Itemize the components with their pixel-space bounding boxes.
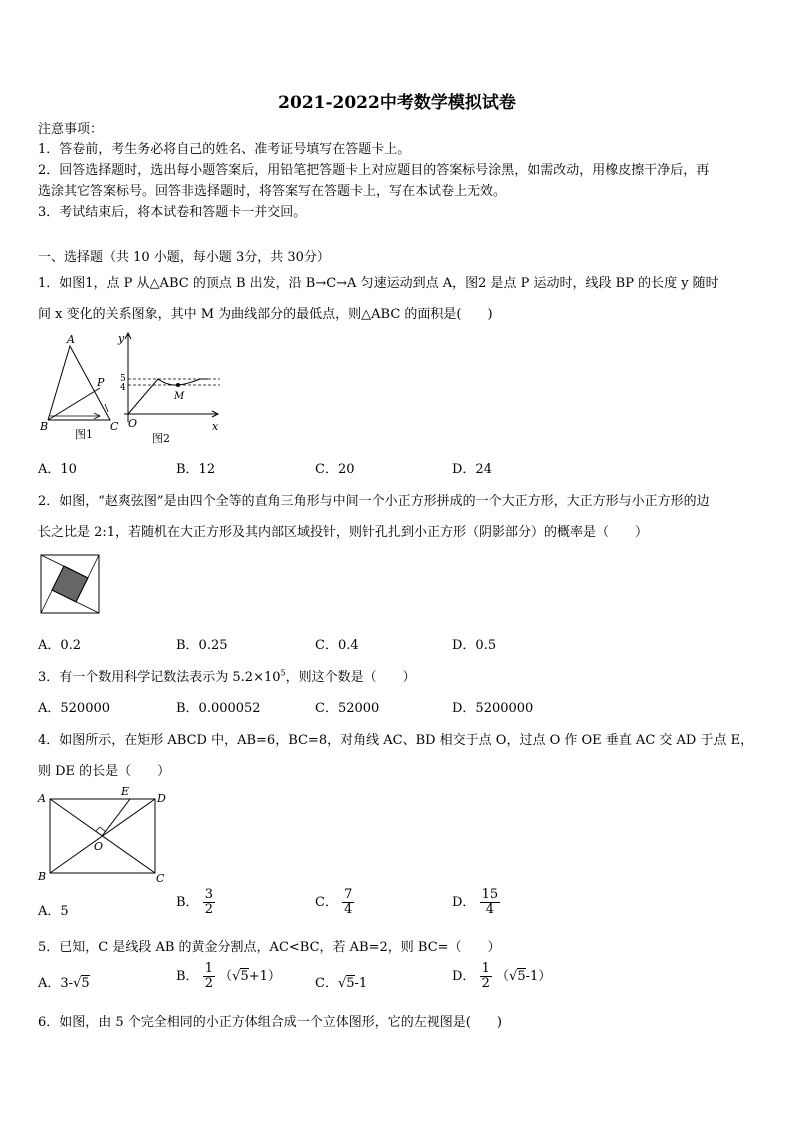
q2-option-c[interactable]: C．0.4 bbox=[315, 638, 359, 653]
notice-item-2-cont: 选涂其它答案标号。回答非选择题时，将答案写在答题卡上，写在本试卷上无效。 bbox=[38, 184, 507, 199]
q4-option-d[interactable] bbox=[452, 888, 500, 917]
notice-heading: 注意事项： bbox=[38, 122, 104, 137]
q1-fig1-triangle bbox=[39, 333, 119, 441]
sqrt-icon: √ bbox=[509, 969, 518, 984]
q5-option-b-fraction: $\frac{1}{2}$ bbox=[204, 961, 213, 991]
q4-option-b[interactable] bbox=[176, 888, 215, 917]
q2-option-b[interactable]: B．0.25 bbox=[176, 638, 228, 653]
q5-option-d-fraction: $\frac{1}{2}$ bbox=[481, 961, 490, 991]
sqrt-icon: √ bbox=[337, 976, 347, 991]
notice-item-2: 2．回答选择题时，选出每小题答案后，用铅笔把答题卡上对应题目的答案标号涂黑，如需改动，用橡皮擦干净后，再 bbox=[38, 163, 710, 178]
q5-option-c-tail: -1 bbox=[354, 976, 368, 991]
q1-tick-5: 5 bbox=[120, 374, 126, 384]
q1-origin: O bbox=[128, 417, 138, 430]
q4-option-c-fraction: $\frac{7}{4}$ bbox=[344, 887, 353, 917]
q4-label-A: A bbox=[38, 792, 46, 805]
q3-text bbox=[38, 666, 416, 685]
q4-option-d-fraction: $\frac{15}{4}$ bbox=[481, 887, 499, 917]
q5-option-d-paren-open: （ bbox=[496, 969, 510, 984]
q4-option-d-label: D． bbox=[452, 895, 476, 910]
sqrt-icon: √ bbox=[73, 976, 82, 991]
q1-label-C: C bbox=[110, 420, 119, 433]
q4-option-a[interactable]: A．5 bbox=[38, 904, 69, 919]
q4-label-D: D bbox=[157, 792, 166, 805]
q1-figures bbox=[38, 330, 228, 445]
q3-option-d[interactable]: D．5200000 bbox=[452, 701, 534, 716]
q4-label-B: B bbox=[38, 870, 47, 883]
q5-option-d-label: D． bbox=[452, 969, 476, 984]
q1-fig2-caption: 图2 bbox=[152, 432, 170, 445]
q5-option-b-paren-open: （ bbox=[219, 969, 233, 984]
q2-option-a[interactable]: A．0.2 bbox=[38, 638, 82, 653]
q5-option-b-tail: +1） bbox=[248, 969, 281, 984]
q5-option-c[interactable] bbox=[315, 972, 367, 991]
q1-option-a[interactable]: A．10 bbox=[38, 462, 77, 477]
q4-option-c-label: C． bbox=[315, 895, 338, 910]
q3-option-c[interactable]: C．52000 bbox=[315, 701, 380, 716]
q4-text-line1: 4．如图所示，在矩形 ABCD 中，AB=6，BC=8，对角线 AC、BD 相交于点 O，过点 O 作 OE 垂直 AC 交 AD 于点 E， bbox=[38, 733, 754, 748]
q1-text-line1: 1．如图1，点 P 从△ABC 的顶点 B 出发，沿 B→C→A 匀速运动到点 A，图2 是点 P 运动时，线段 BP 的长度 y 随时 bbox=[38, 276, 719, 291]
q1-text-line2: 间 x 变化的关系图象，其中 M 为曲线部分的最低点，则△ABC 的面积是( ) bbox=[38, 307, 493, 322]
q5-option-a-radicand: 5 bbox=[81, 976, 90, 991]
q5-text: 5．已知，C 是线段 AB 的黄金分割点，AC<BC，若 AB=2，则 BC=（ ） bbox=[38, 940, 501, 955]
q4-rectangle-figure bbox=[36, 784, 171, 886]
q1-label-B: B bbox=[40, 420, 49, 433]
q1-tick-4: 4 bbox=[120, 383, 126, 393]
q2-zhaoshuang-figure bbox=[40, 554, 102, 616]
q1-fig1-caption: 图1 bbox=[75, 428, 93, 441]
q1-option-c[interactable]: C．20 bbox=[315, 462, 355, 477]
q3-option-a[interactable]: A．520000 bbox=[38, 701, 111, 716]
section-heading: 一、选择题（共 10 小题，每小题 3分，共 30分） bbox=[38, 250, 330, 265]
q1-option-b[interactable]: B．12 bbox=[176, 462, 216, 477]
q5-option-c-radicand: 5 bbox=[346, 976, 355, 991]
q1-label-M: M bbox=[174, 391, 185, 402]
q5-option-a-label: A．3- bbox=[38, 976, 74, 991]
q3-exponent: 5 bbox=[280, 668, 286, 678]
q2-option-d[interactable]: D．0.5 bbox=[452, 638, 497, 653]
q4-label-O: O bbox=[94, 840, 104, 853]
q4-option-c[interactable] bbox=[315, 888, 354, 917]
q3-option-b[interactable]: B．0.000052 bbox=[176, 701, 261, 716]
q1-fig2-graph bbox=[117, 332, 220, 445]
q5-option-b-radicand: 5 bbox=[240, 969, 249, 984]
q5-option-c-label: C． bbox=[315, 976, 338, 991]
q4-label-C: C bbox=[156, 872, 165, 885]
q1-axis-x: x bbox=[212, 420, 219, 433]
q3-text-pre: 3．有一个数用科学记数法表示为 5.2×10 bbox=[38, 670, 281, 685]
q4-text-line2: 则 DE 的长是（ ） bbox=[38, 764, 171, 779]
q1-option-d[interactable]: D．24 bbox=[452, 462, 492, 477]
q4-option-b-fraction: $\frac{3}{2}$ bbox=[204, 887, 213, 917]
notice-item-1: 1．答卷前，考生务必将自己的姓名、准考证号填写在答题卡上。 bbox=[38, 142, 411, 157]
q2-text-line2: 长之比是 2:1，若随机在大正方形及其内部区域投针，则针孔扎到小正方形（阴影部分）的概率是（ ） bbox=[38, 525, 649, 540]
sqrt-icon: √ bbox=[232, 969, 241, 984]
q1-axis-y: y bbox=[118, 332, 125, 345]
q5-option-a[interactable] bbox=[38, 972, 90, 991]
q4-option-b-label: B． bbox=[176, 895, 199, 910]
q5-option-b-label: B． bbox=[176, 969, 199, 984]
q3-text-post: ，则这个数是（ ） bbox=[285, 670, 416, 685]
q5-option-d[interactable] bbox=[452, 962, 551, 991]
q5-option-b[interactable] bbox=[176, 962, 281, 991]
q2-text-line1: 2．如图，“赵爽弦图”是由四个全等的直角三角形与中间一个小正方形拼成的一个大正方形，大正方形与小正方形的边 bbox=[38, 494, 710, 509]
page-title: 2021-2022中考数学模拟试卷 bbox=[278, 93, 516, 113]
q1-label-A: A bbox=[67, 333, 75, 346]
q6-text: 6．如图，由 5 个完全相同的小正方体组合成一个立体图形，它的左视图是( ) bbox=[38, 1015, 502, 1030]
q5-option-d-radicand: 5 bbox=[517, 969, 526, 984]
q1-label-P: P bbox=[97, 376, 105, 389]
q4-label-E: E bbox=[121, 785, 130, 798]
q5-option-d-tail: -1） bbox=[525, 969, 552, 984]
notice-item-3: 3．考试结束后，将本试卷和答题卡一并交回。 bbox=[38, 205, 307, 220]
